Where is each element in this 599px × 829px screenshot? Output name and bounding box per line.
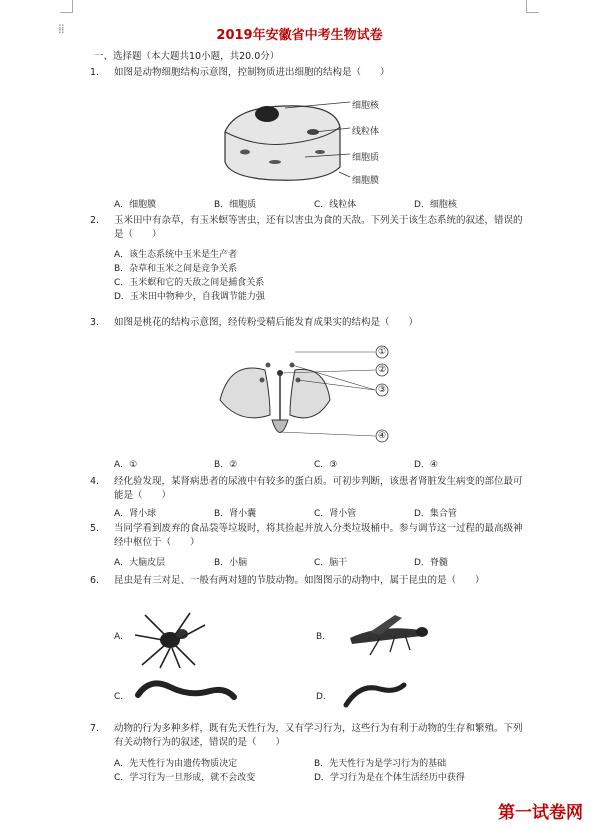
flower-label-3: ③ [378,385,387,395]
flower-label-1: ① [378,347,387,357]
cell-label-cytoplasm: 细胞质 [352,153,380,163]
option-d[interactable]: D．玉米田中物种少，自我调节能力强 [114,292,265,302]
question-number: 7. [90,723,100,734]
option-c[interactable]: C．③ [314,460,338,470]
page-corner-mark [60,0,73,13]
drag-handle-icon[interactable]: ⁞⁞ [58,22,64,36]
option-d[interactable]: D．细胞核 [414,200,457,210]
earthworm-icon [130,675,240,715]
site-logo: 第一试卷网 [498,803,583,823]
option-a[interactable]: A．肾小球 [114,509,157,519]
flower-label-2: ② [378,365,387,375]
options-q5 [114,556,534,570]
question-3 [90,316,530,330]
animal-option-c[interactable]: C. [114,692,124,702]
flower-label-4: ④ [378,431,387,441]
option-b[interactable]: B．肾小囊 [214,509,257,519]
option-c[interactable]: C．学习行为一旦形成，就不会改变 [114,773,256,783]
page-corner-mark [526,0,539,13]
question-number: 6. [90,575,100,586]
option-a[interactable]: A．该生态系统中玉米是生产者 [114,250,238,260]
option-d[interactable]: D．学习行为是在个体生活经历中获得 [314,773,465,783]
question-text: 经化验发现，某肾病患者的尿液中有较多的蛋白质。可初步判断，该患者肾脏发生病变的部位最可能是（ ） [114,476,523,501]
option-a[interactable]: A．大脑皮层 [114,558,166,568]
option-c[interactable]: C．肾小管 [314,509,357,519]
option-b[interactable]: B．② [214,460,238,470]
cell-label-membrane: 细胞膜 [352,176,380,186]
option-a[interactable]: A．先天性行为由遗传物质决定 [114,759,238,769]
question-4 [90,475,530,503]
option-c[interactable]: C．线粒体 [314,200,357,210]
option-c[interactable]: C．玉米螟和它的天敌之间是捕食关系 [114,278,265,288]
option-b[interactable]: B．杂草和玉米之间是竞争关系 [114,264,238,274]
question-text: 玉米田中有杂草，有玉米螟等害虫，还有以害虫为食的天敌。下列关于该生态系统的叙述，错误的是（ ） [114,215,523,240]
peach-flower-diagram [210,340,390,450]
cell-label-nucleus: 细胞核 [352,101,380,111]
animal-option-d[interactable]: D. [316,692,326,702]
question-text: 如图是动物细胞结构示意图，控制物质进出细胞的结构是（ ） [114,67,390,78]
option-b[interactable]: B．细胞质 [214,200,257,210]
grasshopper-icon [340,610,430,660]
question-text: 如图是桃花的结构示意图，经传粉受精后能发育成果实的结构是（ ） [114,317,419,328]
cell-label-mitochondria: 线粒体 [352,127,380,137]
question-5 [90,522,530,550]
option-b[interactable]: B．小脑 [214,558,248,568]
animal-option-a[interactable]: A. [114,632,123,642]
section-heading: 一、选择题（本大题共10小题，共20.0分） [94,51,280,62]
question-number: 5. [90,523,100,534]
question-6 [90,574,530,588]
question-2 [90,214,530,242]
animal-option-b[interactable]: B. [316,632,326,642]
question-text: 动物的行为多种多样，既有先天性行为，又有学习行为，这些行为有利于动物的生存和繁殖。下列有关动物行为的叙述，错误的是（ ） [114,723,523,748]
question-number: 1. [90,67,100,78]
options-q1 [114,198,534,212]
question-number: 2. [90,215,100,226]
option-b[interactable]: B．先天性行为是学习行为的基础 [314,759,447,769]
option-a[interactable]: A．细胞膜 [114,200,157,210]
option-a[interactable]: A．① [114,460,138,470]
question-7 [90,722,530,750]
page-title: 2019年安徽省中考生物试卷 [216,28,383,43]
question-1 [90,66,530,80]
question-number: 4. [90,476,100,487]
question-number: 3. [90,317,100,328]
options-q3 [114,458,534,472]
options-q2 [114,248,534,304]
options-q7 [114,757,534,785]
question-text: 昆虫是有三对足、一般有两对翅的节肢动物。如图图示的动物中，属于昆虫的是（ ） [114,575,485,586]
option-d[interactable]: D．脊髓 [414,558,448,568]
caterpillar-icon [340,675,410,715]
options-q4 [114,507,534,521]
option-d[interactable]: D．集合管 [414,509,457,519]
option-c[interactable]: C．脑干 [314,558,348,568]
spider-icon [130,610,210,670]
question-text: 当同学看到废弃的食品袋等垃圾时，将其捡起并放入分类垃圾桶中。参与调节这一过程的最高级神经中枢位于（ ） [114,523,523,548]
option-d[interactable]: D．④ [414,460,438,470]
